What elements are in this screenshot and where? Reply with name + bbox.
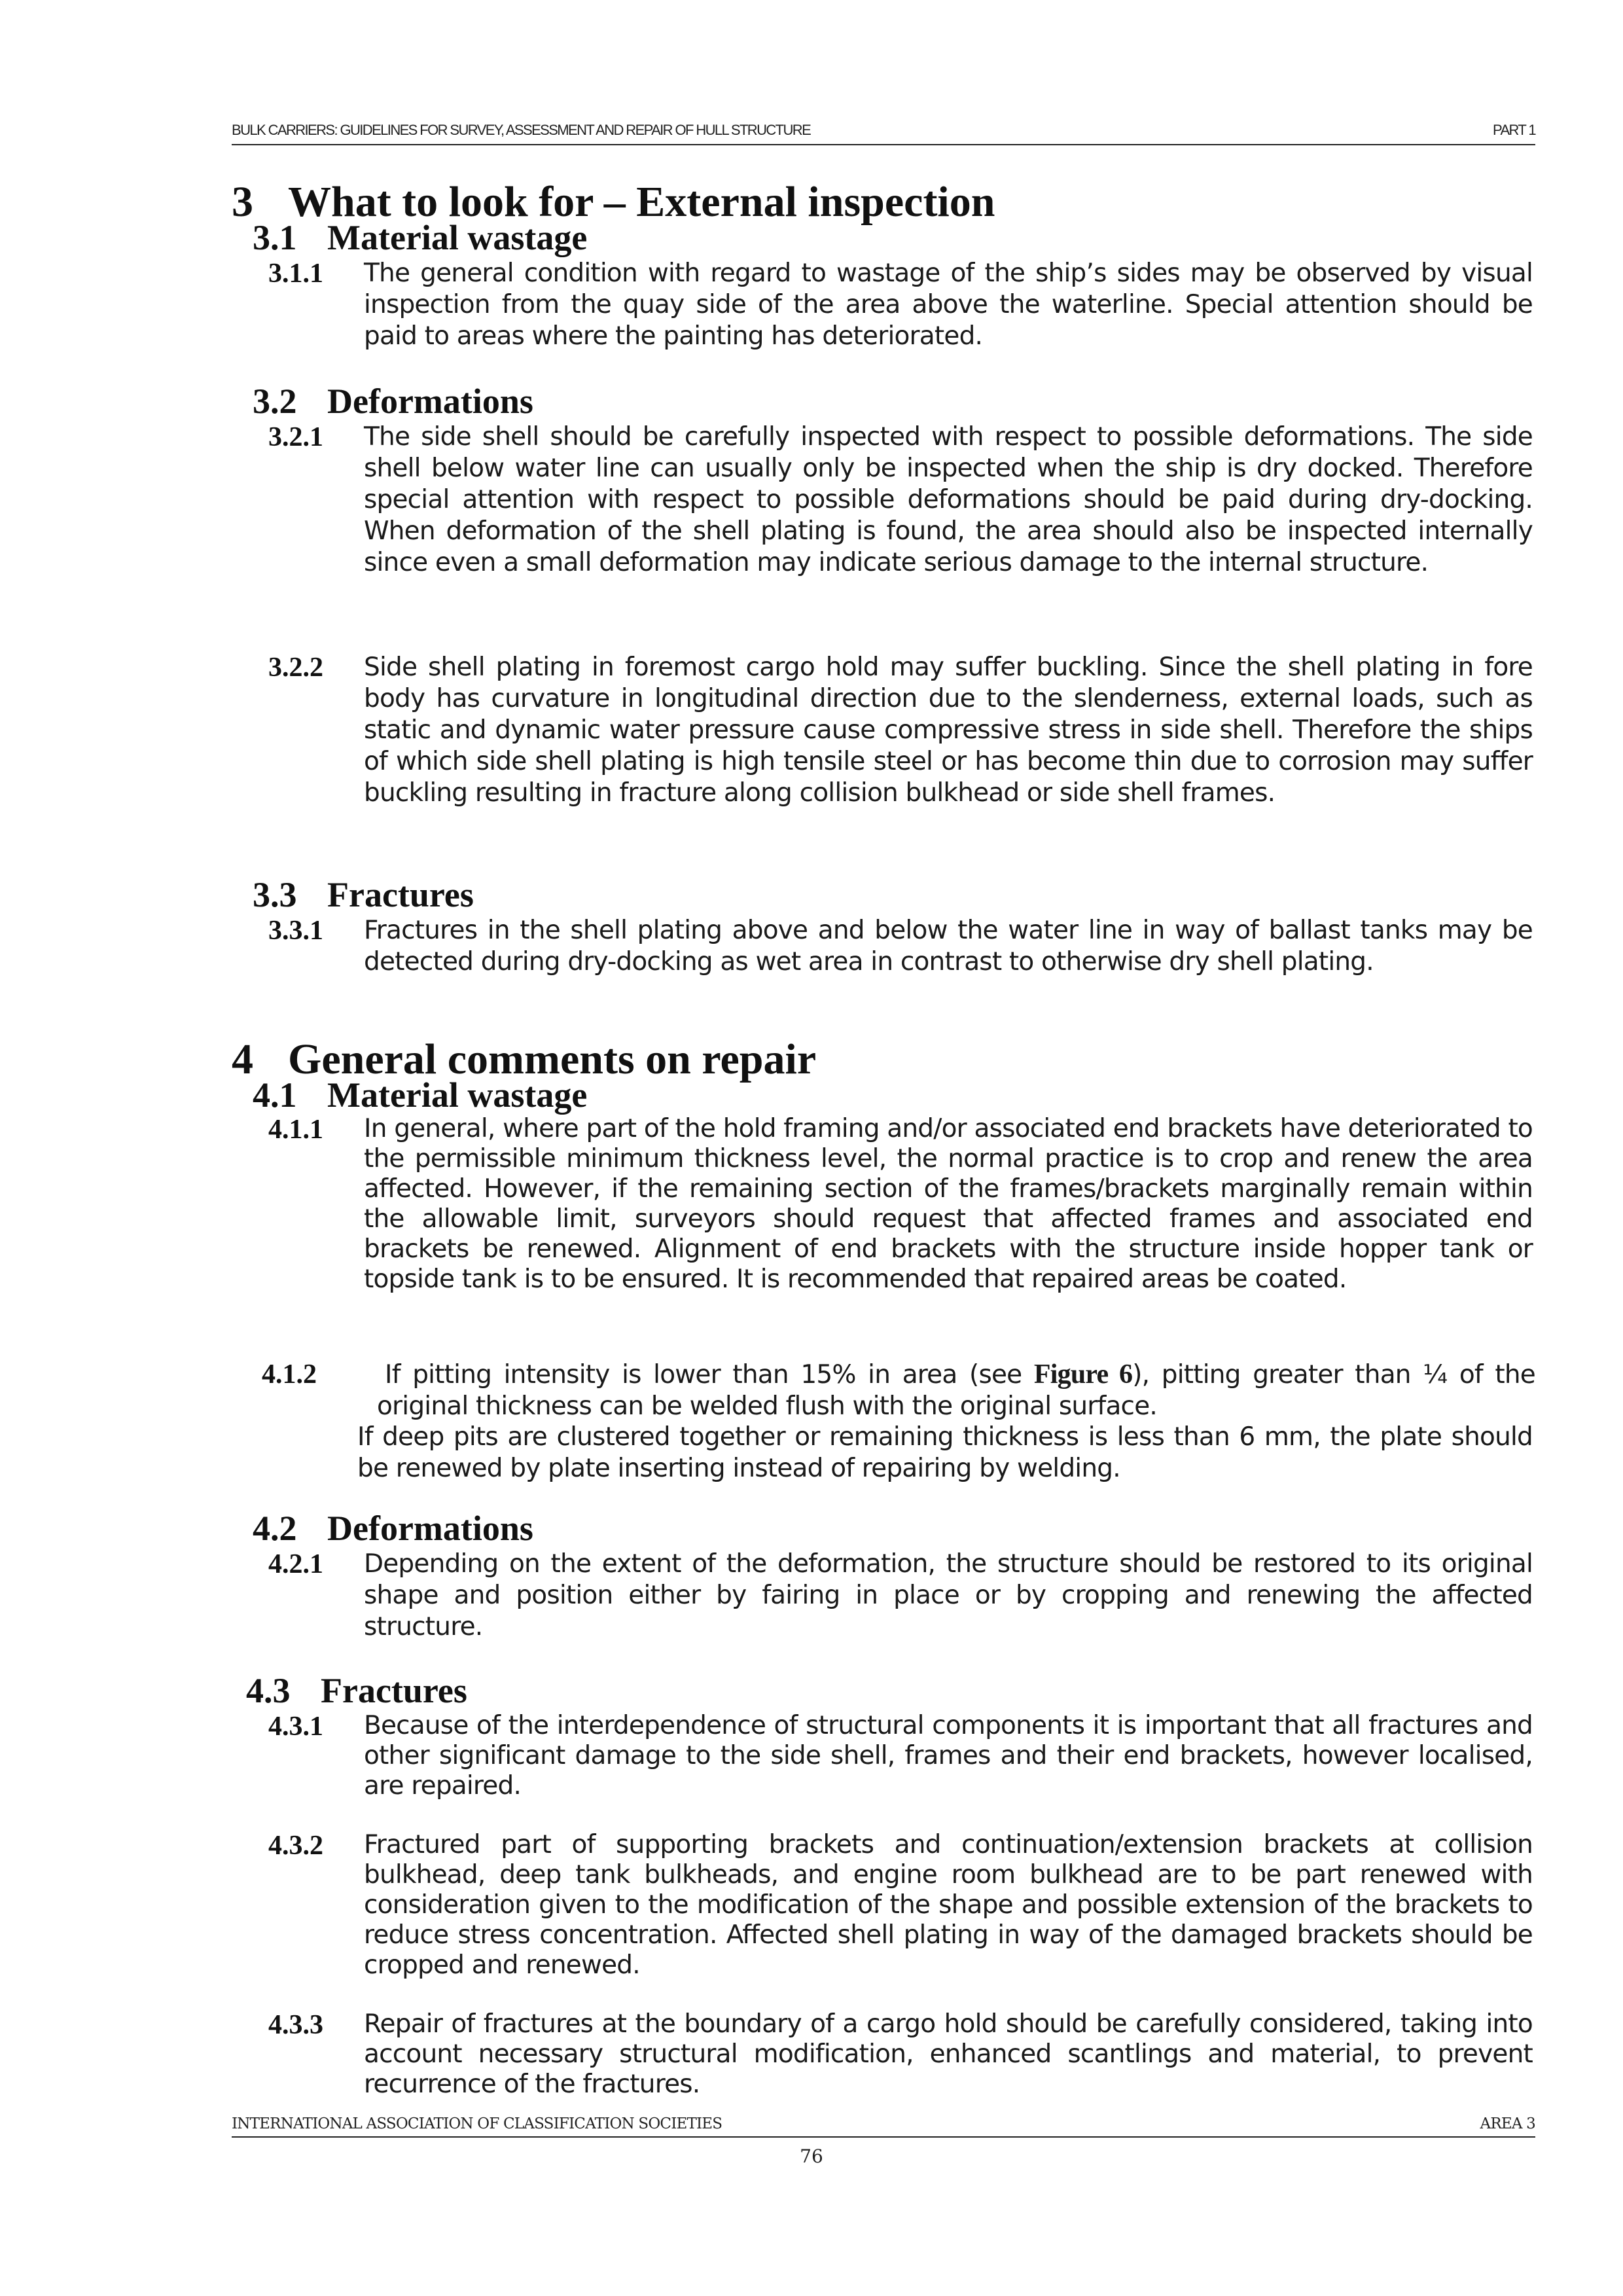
- figure-reference-link[interactable]: Figure 6: [1033, 1359, 1133, 1390]
- section-title: General comments on repair: [288, 1035, 817, 1083]
- page-number: 76: [800, 2145, 823, 2167]
- subsection-title: Deformations: [327, 1509, 533, 1548]
- subsection-number: 3.2: [253, 382, 297, 421]
- paragraph-4-3-1: Because of the interdependence of structural components it is important that all fractures and other significant damage to the side shell, frames and their end brackets, however localised, are repaired.: [364, 1711, 1533, 1801]
- paragraph-number-3-1-1: 3.1.1: [268, 259, 323, 289]
- section-number: 3: [232, 178, 253, 226]
- paragraph-number-4-3-2: 4.3.2: [268, 1831, 323, 1861]
- paragraph-4-3-2: Fractured part of supporting brackets and continuation/extension brackets at collision bulkhead, deep tank bulkheads, and engine room bulkhead are to be part renewed with consideration given to the modification of the shape and possible extension of the brackets to reduce stress concentration. Affected shell plating in way of the damaged brackets should be cropped and renewed.: [364, 1830, 1533, 1980]
- header-document-title: BULK CARRIERS: GUIDELINES FOR SURVEY, ASSESSMENT AND REPAIR OF HULL STRUCTURE: [232, 122, 811, 138]
- subsection-number: 4.1: [253, 1075, 297, 1115]
- subsection-3-2-heading: [253, 384, 533, 419]
- section-title: What to look for – External inspection: [288, 178, 995, 226]
- running-footer: [232, 2115, 1535, 2138]
- subsection-3-1-heading: [253, 220, 587, 255]
- paragraph-3-2-1: The side shell should be carefully inspected with respect to possible deformations. The side shell below water line can usually only be inspected when the ship is dry docked. Therefore special attention with respect to possible deformations should be paid during dry-docking. When deformation of the shell plating is found, the area should also be inspected internally since even a small deformation may indicate serious damage to the internal structure.: [364, 422, 1533, 577]
- paragraph-number-4-1-1: 4.1.1: [268, 1115, 323, 1145]
- paragraph-number-3-2-2: 3.2.2: [268, 653, 323, 683]
- paragraph-3-3-1: Fractures in the shell plating above and below the water line in way of ballast tanks may be detected during dry-docking as wet area in contrast to otherwise dry shell plating.: [364, 916, 1533, 977]
- paragraph-3-1-1: The general condition with regard to wastage of the ship’s sides may be observed by visual inspection from the quay side of the area above the waterline. Special attention should be paid to areas where the painting has deteriorated.: [364, 259, 1533, 351]
- footer-area-label: AREA 3: [1480, 2115, 1535, 2132]
- paragraph-text: ), pitting greater than ¼ of the original thickness can be welded flush with the original surface.: [377, 1360, 1535, 1421]
- paragraph-number-4-1-2: 4.1.2: [262, 1359, 317, 1390]
- subsection-title: Fractures: [321, 1671, 467, 1710]
- subsection-3-3-heading: [253, 877, 474, 912]
- subsection-title: Material wastage: [327, 1075, 588, 1115]
- subsection-title: Fractures: [327, 875, 474, 914]
- paragraph-number-4-3-3: 4.3.3: [268, 2010, 323, 2040]
- running-header: [232, 122, 1535, 145]
- paragraph-4-1-2-continued: If deep pits are clustered together or remaining thickness is less than 6 mm, the plate should be renewed by plate inserting instead of repairing by welding.: [357, 1422, 1533, 1483]
- paragraph-number-3-2-1: 3.2.1: [268, 422, 323, 452]
- paragraph-4-1-1: In general, where part of the hold framing and/or associated end brackets have deteriorated to the permissible minimum thickness level, the normal practice is to crop and renew the area affected. However, if the remaining section of the frames/brackets marginally remain within the allowable limit, surveyors should request that affected frames and associated end brackets be renewed. Alignment of end brackets with the structure inside hopper tank or topside tank is to be ensured. It is recommended that repaired areas be coated.: [364, 1114, 1533, 1294]
- paragraph-4-2-1: Depending on the extent of the deformation, the structure should be restored to its original shape and position either by fairing in place or by cropping and renewing the affected structure.: [364, 1549, 1533, 1641]
- subsection-number: 4.2: [253, 1509, 297, 1548]
- section-number: 4: [232, 1035, 253, 1083]
- paragraph-4-3-3: Repair of fractures at the boundary of a cargo hold should be carefully considered, taking into account necessary structural modification, enhanced scantlings and material, to prevent recurrence of the fractures.: [364, 2009, 1533, 2099]
- paragraph-3-2-2: Side shell plating in foremost cargo hold may suffer buckling. Since the shell plating in fore body has curvature in longitudinal direction due to the slenderness, external loads, such as static and dynamic water pressure cause compressive stress in side shell. Therefore the ships of which side shell plating is high tensile steel or has become thin due to corrosion may suffer buckling resulting in fracture along collision bulkhead or side shell frames.: [364, 653, 1533, 808]
- subsection-number: 3.1: [253, 218, 297, 257]
- paragraph-number-4-2-1: 4.2.1: [268, 1549, 323, 1579]
- subsection-title: Deformations: [327, 382, 533, 421]
- header-part-label: PART 1: [1493, 122, 1535, 138]
- subsection-title: Material wastage: [327, 218, 588, 257]
- footer-organization: INTERNATIONAL ASSOCIATION OF CLASSIFICATION SOCIETIES: [232, 2115, 722, 2132]
- subsection-number: 4.3: [246, 1671, 291, 1710]
- paragraph-number-3-3-1: 3.3.1: [268, 916, 323, 946]
- paragraph-number-4-3-1: 4.3.1: [268, 1712, 323, 1742]
- subsection-4-1-heading: [253, 1077, 587, 1113]
- paragraph-4-1-2: [377, 1359, 1535, 1422]
- subsection-4-3-heading: [246, 1673, 467, 1708]
- subsection-4-2-heading: [253, 1511, 533, 1546]
- subsection-number: 3.3: [253, 875, 297, 914]
- paragraph-text: If pitting intensity is lower than 15% in area (see: [385, 1360, 1034, 1390]
